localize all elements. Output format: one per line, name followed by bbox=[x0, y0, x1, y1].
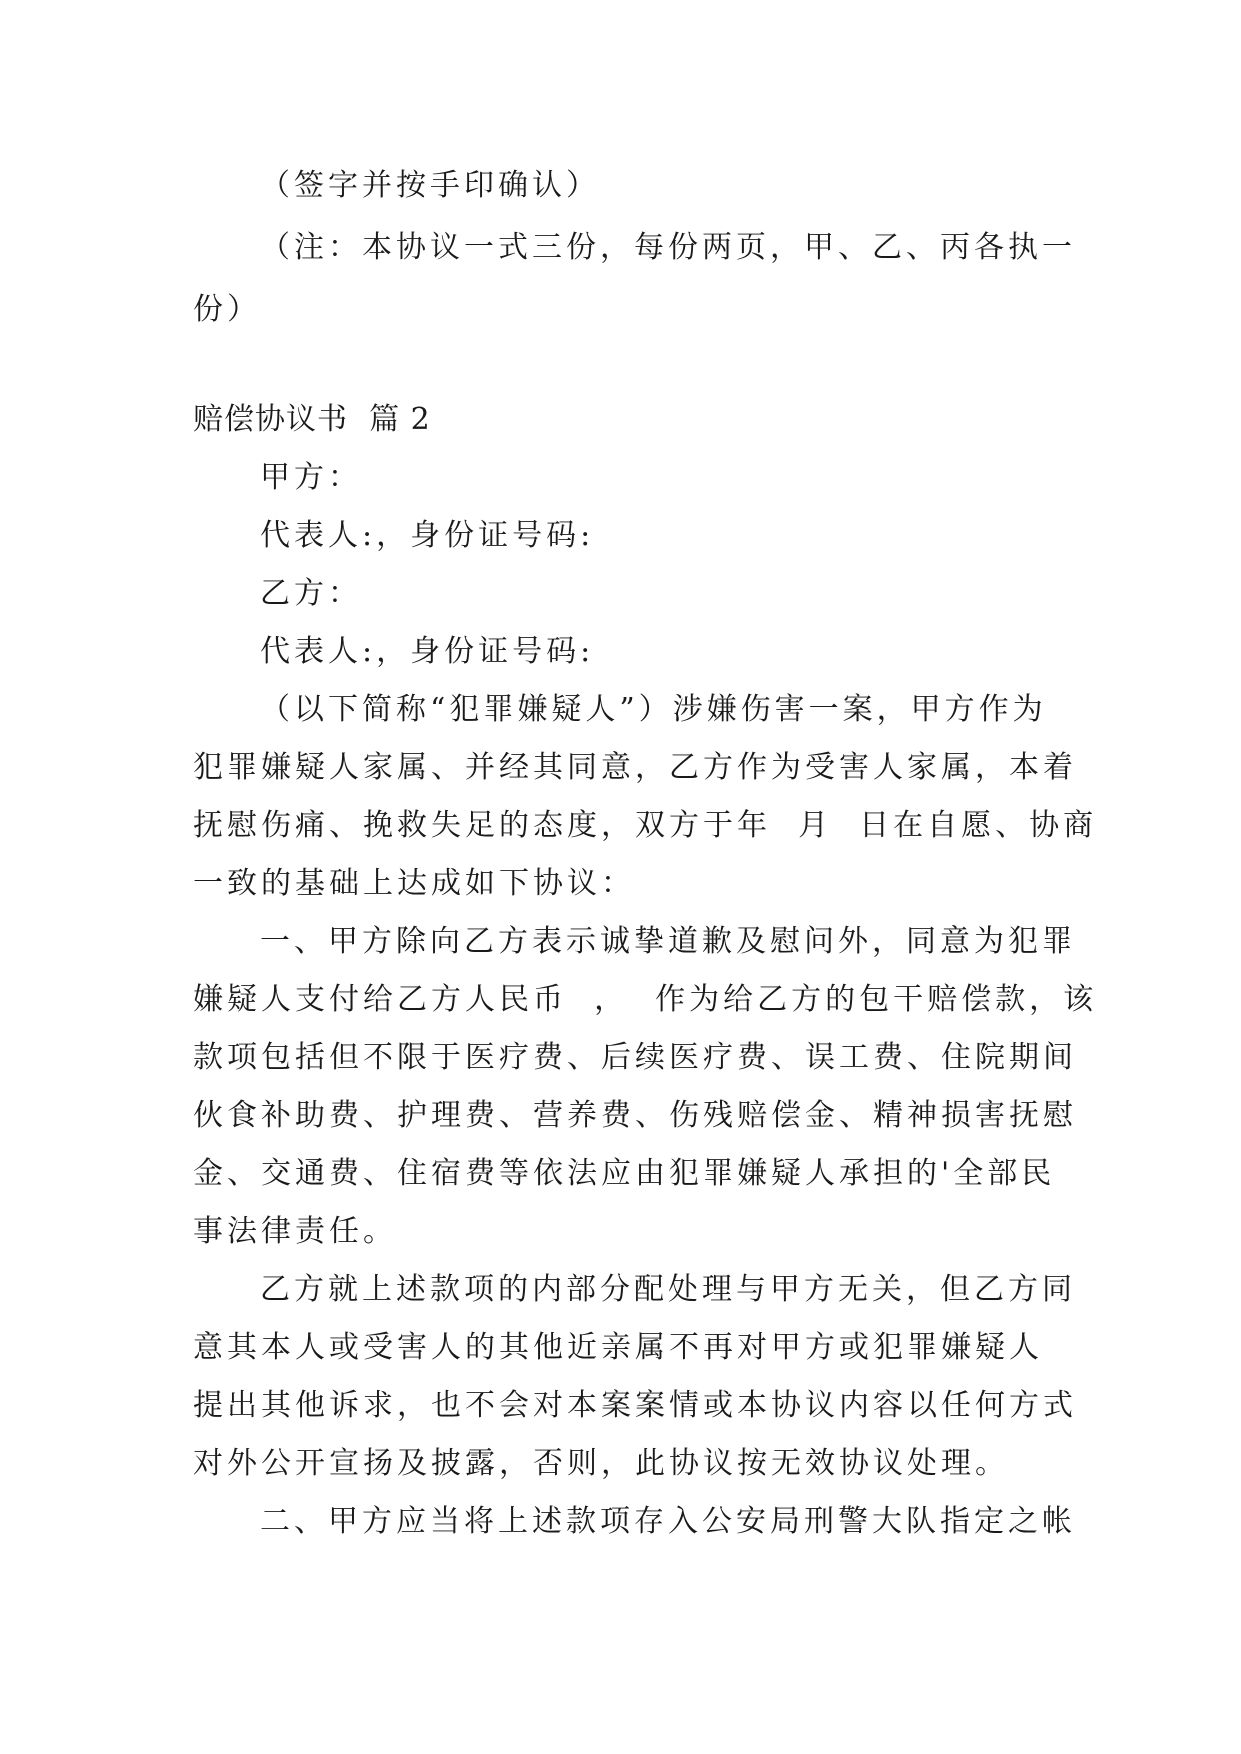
party-a-representative: 代表人:，身份证号码: bbox=[260, 518, 595, 553]
signature-note: （签字并按手印确认） bbox=[260, 168, 600, 203]
paragraph-line: 伙食补助费、护理费、营养费、伤残赔偿金、精神损害抚慰 bbox=[193, 1098, 1077, 1133]
copies-note-line-1: （注：本协议一式三份，每份两页，甲、乙、丙各执一 bbox=[260, 230, 1076, 265]
paragraph-line: 意其本人或受害人的其他近亲属不再对甲方或犯罪嫌疑人 bbox=[193, 1330, 1043, 1365]
paragraph-line: 金、交通费、住宿费等依法应由犯罪嫌疑人承担的'全部民 bbox=[193, 1156, 1056, 1191]
paragraph-line: 一、甲方除向乙方表示诚挚道歉及慰问外，同意为犯罪 bbox=[260, 924, 1076, 959]
party-a-label: 甲方： bbox=[260, 460, 362, 495]
paragraph-line: 款项包括但不限于医疗费、后续医疗费、误工费、住院期间 bbox=[193, 1040, 1077, 1075]
paragraph-line: 乙方就上述款项的内部分配处理与甲方无关，但乙方同 bbox=[260, 1272, 1076, 1307]
party-b-label: 乙方： bbox=[260, 576, 362, 611]
paragraph-line: 抚慰伤痛、挽救失足的态度，双方于年 月 日在自愿、协商 bbox=[193, 808, 1098, 843]
paragraph-line: 对外公开宣扬及披露，否则，此协议按无效协议处理。 bbox=[193, 1446, 1009, 1481]
paragraph-line: 犯罪嫌疑人家属、并经其同意，乙方作为受害人家属，本着 bbox=[193, 750, 1077, 785]
paragraph-line: 一致的基础上达成如下协议： bbox=[193, 866, 635, 901]
copies-note-line-2: 份） bbox=[193, 292, 261, 327]
paragraph-line: 嫌疑人支付给乙方人民币 ， 作为给乙方的包干赔偿款，该 bbox=[193, 982, 1098, 1017]
section-title: 赔偿协议书 篇 2 bbox=[193, 402, 431, 437]
paragraph-line: 二、甲方应当将上述款项存入公安局刑警大队指定之帐 bbox=[260, 1504, 1076, 1539]
party-b-representative: 代表人:，身份证号码: bbox=[260, 634, 595, 669]
paragraph-line: 提出其他诉求，也不会对本案案情或本协议内容以任何方式 bbox=[193, 1388, 1077, 1423]
paragraph-line: 事法律责任。 bbox=[193, 1214, 397, 1249]
paragraph-line: （以下简称“犯罪嫌疑人”）涉嫌伤害一案，甲方作为 bbox=[260, 692, 1047, 727]
